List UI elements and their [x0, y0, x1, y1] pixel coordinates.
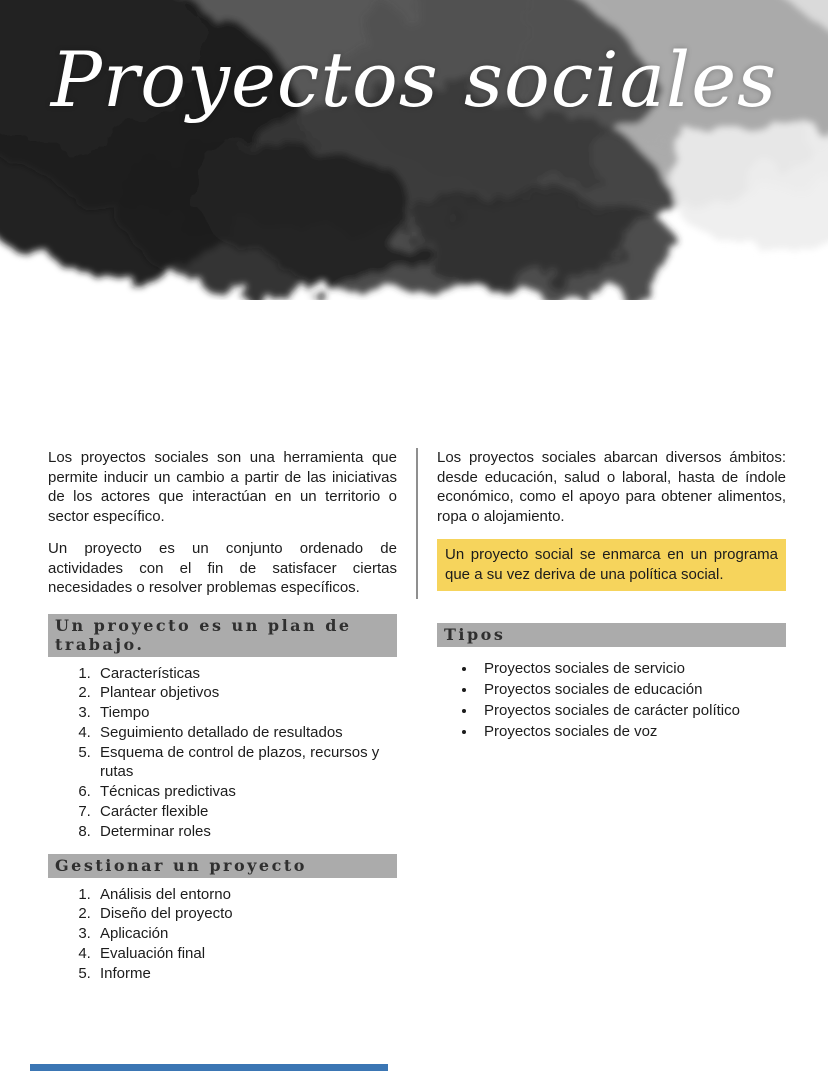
list-item: • Proyectos sociales de carácter político: [477, 700, 786, 721]
content-area: [0, 448, 828, 984]
list-item: • Proyectos sociales de educación: [477, 679, 786, 700]
list-item: 3. Aplicación: [95, 924, 397, 944]
list-item: 4. Evaluación final: [95, 944, 397, 964]
section-heading-gestionar: Gestionar un proyecto: [48, 854, 397, 878]
section-heading-plan-de-trabajo: Un proyecto es un plan de trabajo.: [48, 614, 397, 657]
intro-paragraph-1: Los proyectos sociales son una herramienta que permite inducir un cambio a partir de las iniciativas de los actores que interactúan en un territorio o sector específico.: [48, 449, 397, 525]
list-item: 1. Características: [95, 664, 397, 684]
highlight-note: Un proyecto social se enmarca en un programa que a su vez deriva de una política social.: [437, 539, 786, 591]
list-item: 2. Plantear objetivos: [95, 683, 397, 703]
right-column: [437, 448, 786, 984]
list-item: 2. Diseño del proyecto: [95, 904, 397, 924]
list-item: • Proyectos sociales de voz: [477, 721, 786, 742]
left-column: [48, 448, 397, 984]
gestionar-list: [48, 885, 397, 984]
watercolor-splash: [0, 0, 828, 300]
list-item: 8. Determinar roles: [95, 822, 397, 842]
list-item: 7. Carácter flexible: [95, 802, 397, 822]
list-item: 3. Tiempo: [95, 703, 397, 723]
tipos-list: [437, 658, 786, 742]
ambitos-paragraph: Los proyectos sociales abarcan diversos ámbitos: desde educación, salud o laboral, hasta de índole económico, como el apoyo para obtener alimentos, ropa o alojamiento.: [437, 449, 786, 525]
intro-paragraph-2: Un proyecto es un conjunto ordenado de actividades con el fin de satisfacer ciertas necesidades o resolver problemas específicos.: [48, 540, 397, 596]
list-item: 6. Técnicas predictivas: [95, 782, 397, 802]
list-item: 5. Informe: [95, 964, 397, 984]
plan-de-trabajo-list: [48, 664, 397, 842]
list-item: • Proyectos sociales de servicio: [477, 658, 786, 679]
list-item: 1. Análisis del entorno: [95, 885, 397, 905]
footer-accent-bar: [30, 1064, 388, 1071]
section-heading-tipos: Tipos: [437, 623, 786, 647]
page-title: Proyectos sociales: [50, 35, 778, 124]
list-item: 4. Seguimiento detallado de resultados: [95, 723, 397, 743]
list-item: 5. Esquema de control de plazos, recursos y rutas: [95, 743, 397, 783]
